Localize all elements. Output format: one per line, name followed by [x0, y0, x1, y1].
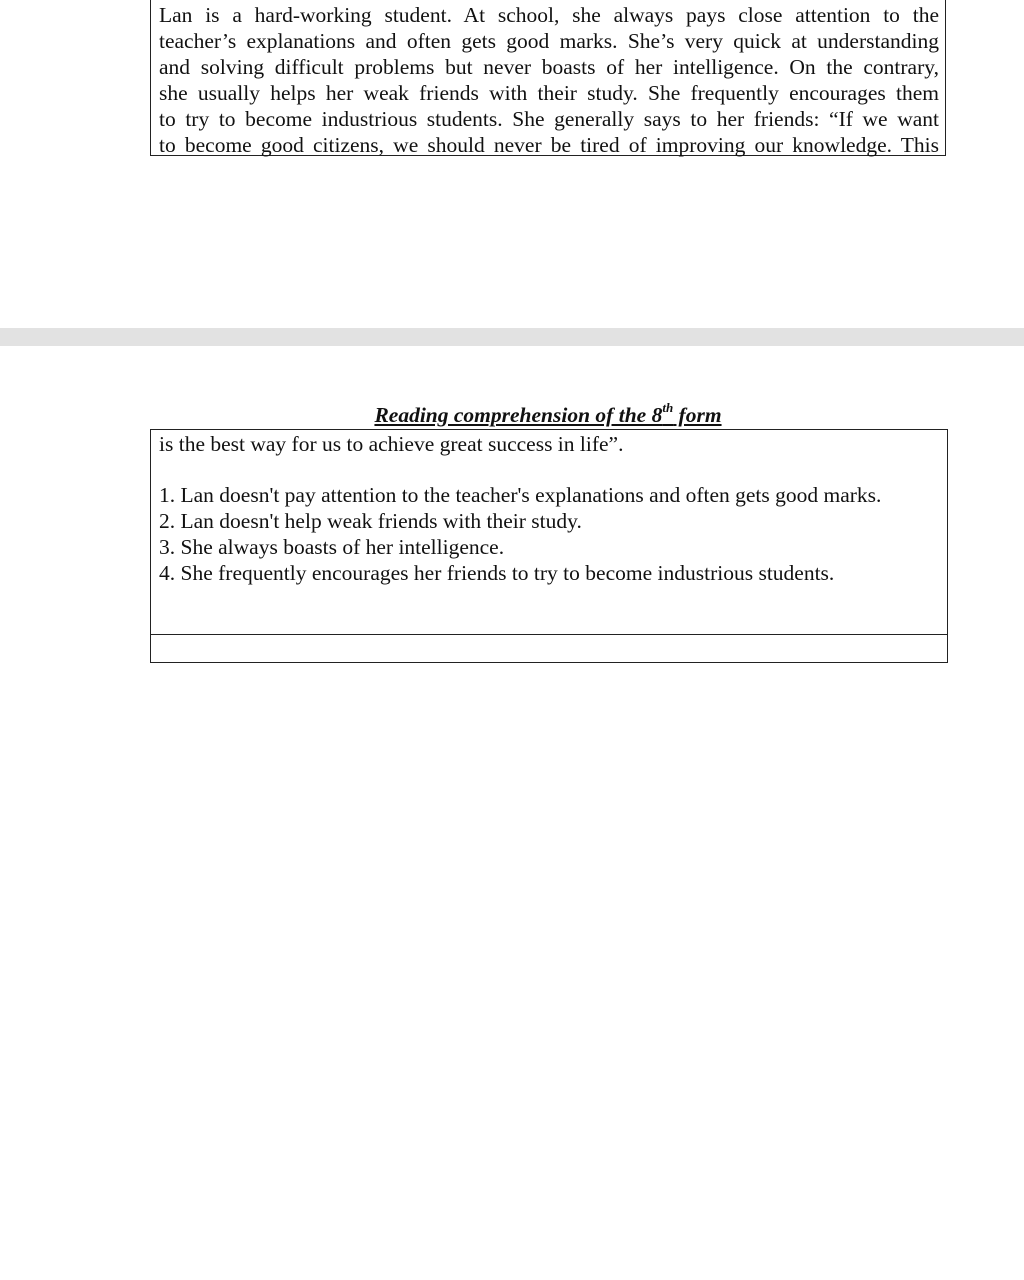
passage-line: to try to become industrious students. She generally says to her friends: “If we want [159, 107, 939, 131]
answer-row-box [150, 634, 948, 663]
document-page-bottom [0, 346, 1024, 1280]
passage-continuation: is the best way for us to achieve great success in life”. [159, 432, 624, 456]
statement-item: 1. Lan doesn't pay attention to the teacher's explanations and often gets good marks. [159, 483, 882, 507]
section-title-text: Reading comprehension of the 8 [374, 403, 663, 427]
reading-passage [159, 2, 939, 158]
passage-line: teacher’s explanations and often gets good marks. She’s very quick at understanding [159, 29, 939, 53]
statement-item: 2. Lan doesn't help weak friends with their study. [159, 509, 582, 533]
statement-item: 3. She always boasts of her intelligence. [159, 535, 505, 559]
statement-item: 4. She frequently encourages her friends to try to become industrious students. [159, 561, 835, 585]
statement-list [159, 482, 881, 586]
section-title-superscript: th [662, 399, 674, 415]
passage-line: Lan is a hard-working student. At school, she always pays close attention to the [159, 3, 939, 27]
passage-line: she usually helps her weak friends with their study. She frequently encourages them [159, 81, 939, 105]
passage-line: to become good citizens, we should never be tired of improving our knowledge. This [159, 133, 939, 157]
section-title-suffix: form [673, 403, 722, 427]
passage-line: and solving difficult problems but never boasts of her intelligence. On the contrary, [159, 55, 939, 79]
section-title [150, 399, 946, 428]
page-separator [0, 328, 1024, 346]
document-page-top [0, 0, 1024, 328]
